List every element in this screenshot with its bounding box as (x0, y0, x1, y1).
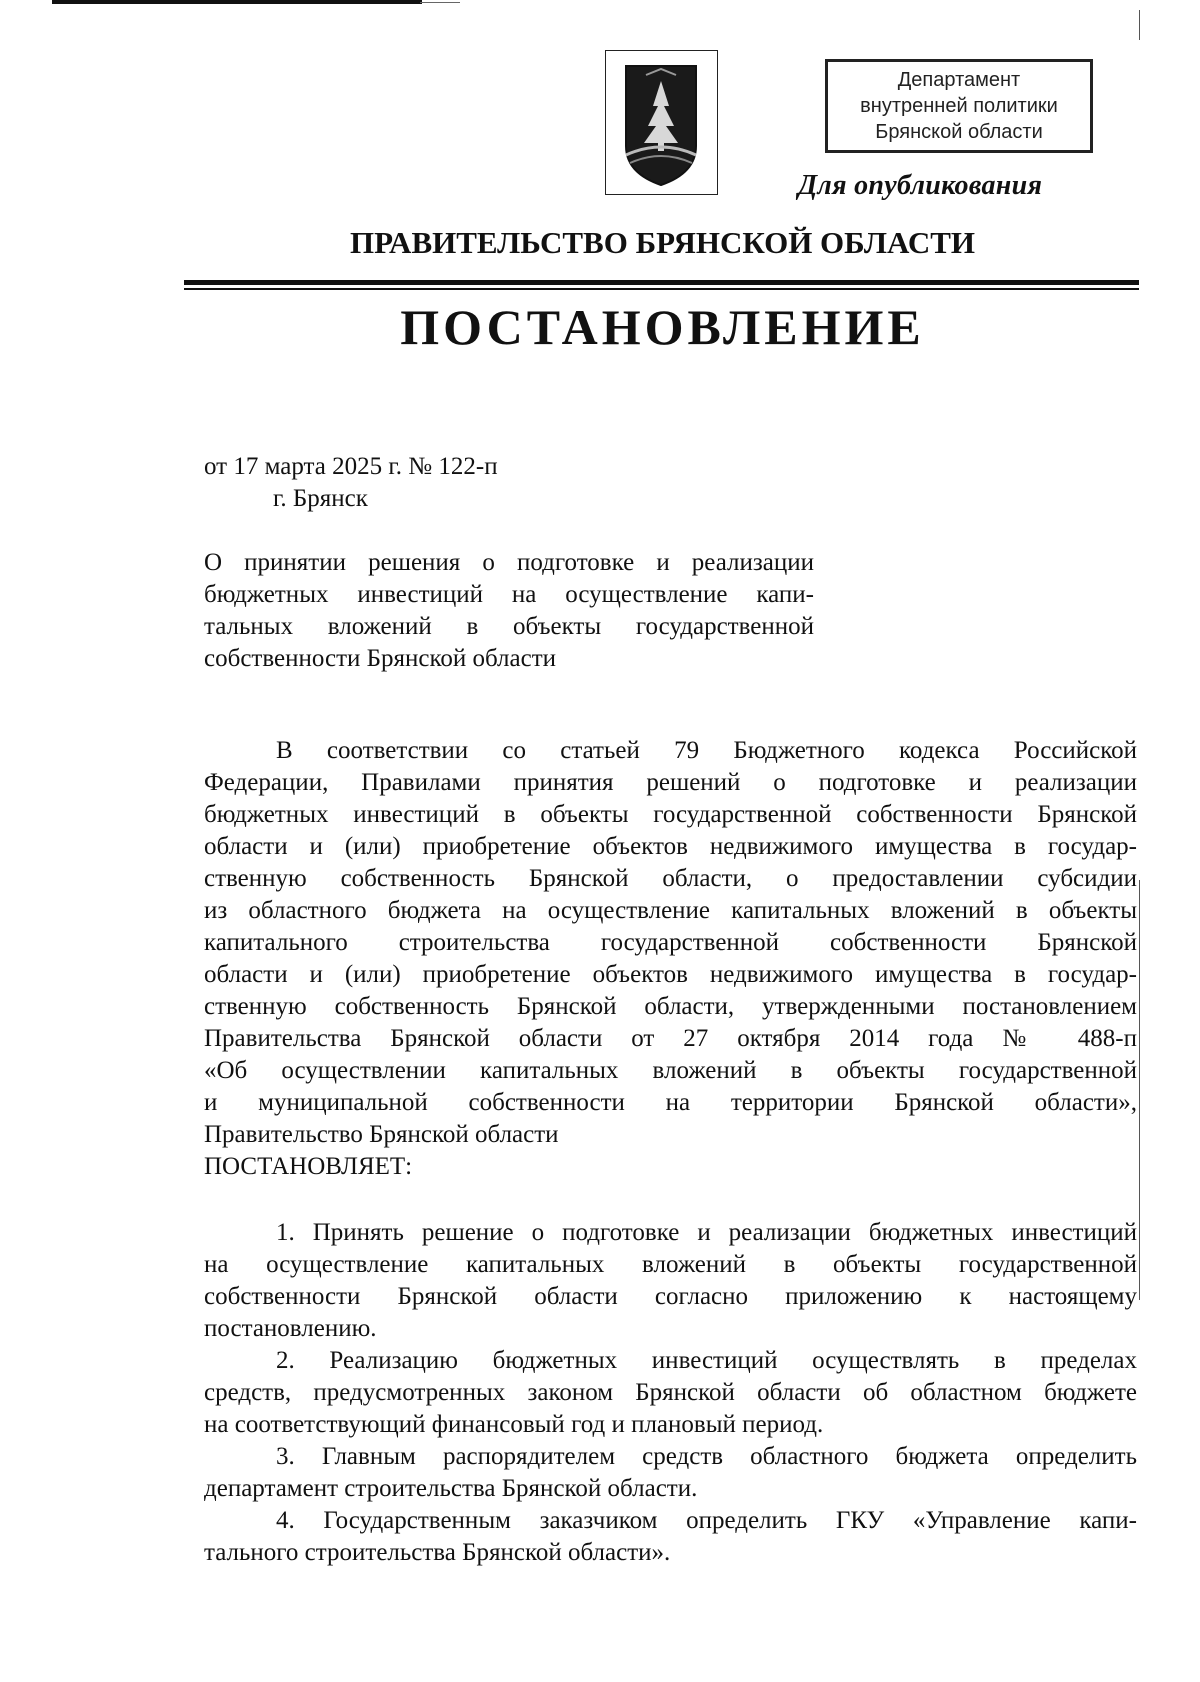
heading-rule-thick (184, 280, 1139, 285)
document-type-title: ПОСТАНОВЛЕНИЕ (400, 299, 925, 355)
subject-line: тальных вложений в объекты государственной (204, 613, 814, 640)
preamble-line: из областного бюджета на осуществление капитальных вложений в объекты (204, 897, 1137, 924)
item-line: 2. Реализацию бюджетных инвестиций осуществлять в пределах (276, 1347, 1137, 1374)
item-line: на осуществление капитальных вложений в объекты государственной (204, 1251, 1137, 1278)
preamble-line: Правительства Брянской области от 27 октября 2014 года № 488-п (204, 1025, 1137, 1052)
document-subject (204, 547, 814, 675)
preamble-line: и муниципальной собственности на территории Брянской области», (204, 1089, 1137, 1116)
preamble-line: Правительство Брянской области (204, 1121, 559, 1148)
preamble-line: области и (или) приобретение объектов недвижимого имущества в государ- (204, 961, 1137, 988)
stamp-line-3: Брянской области (875, 121, 1043, 143)
date-number-line: от 17 марта 2025 г. № 122-п (204, 453, 498, 480)
scan-edge-line (52, 0, 422, 4)
resolves-word: ПОСТАНОВЛЯЕТ: (204, 1153, 413, 1180)
item-line: 1. Принять решение о подготовке и реализации бюджетных инвестиций (276, 1219, 1137, 1246)
subject-line: бюджетных инвестиций на осуществление капи- (204, 581, 814, 608)
city-line: г. Брянск (273, 485, 368, 512)
government-heading: ПРАВИТЕЛЬСТВО БРЯНСКОЙ ОБЛАСТИ (349, 225, 976, 260)
department-stamp (825, 59, 1093, 153)
preamble-line: Федерации, Правилами принятия решений о подготовке и реализации (204, 769, 1137, 796)
subject-line: собственности Брянской области (204, 645, 557, 672)
preamble-line: капитального строительства государственной собственности Брянской (204, 929, 1137, 956)
preamble-line: В соответствии со статьей 79 Бюджетного кодекса Российской (276, 737, 1137, 764)
stamp-line-2: внутренней политики (860, 95, 1058, 117)
preamble-line: бюджетных инвестиций в объекты государственной собственности Брянской (204, 801, 1137, 828)
scan-margin-line (1139, 10, 1140, 40)
item-line: собственности Брянской области согласно приложению к настоящему (204, 1283, 1137, 1310)
item-line: 4. Государственным заказчиком определить ГКУ «Управление капи- (276, 1507, 1137, 1534)
heading-rule-thin (184, 288, 1139, 290)
item-line: департамент строительства Брянской области. (204, 1475, 698, 1502)
item-line: тального строительства Брянской области». (204, 1539, 671, 1566)
subject-line: О принятии решения о подготовке и реализации (204, 549, 814, 576)
preamble-line: ственную собственность Брянской области, утвержденными постановлением (204, 993, 1137, 1020)
scan-margin-line (1139, 880, 1140, 1300)
preamble-line: ственную собственность Брянской области, о предоставлении субсидии (204, 865, 1137, 892)
preamble-line: области и (или) приобретение объектов недвижимого имущества в государ- (204, 833, 1137, 860)
coat-of-arms-icon (606, 51, 716, 193)
scan-edge-line-thin (420, 2, 460, 3)
item-line: постановлению. (204, 1315, 377, 1342)
item-line: средств, предусмотренных законом Брянской области об областном бюджете (204, 1379, 1137, 1406)
preamble-paragraph (204, 735, 1137, 1183)
preamble-line: «Об осуществлении капитальных вложений в объекты государственной (204, 1057, 1137, 1084)
resolution-items (204, 1217, 1137, 1569)
coat-of-arms-emblem (605, 50, 718, 195)
publish-note: Для опубликования (798, 170, 1043, 201)
item-line: на соответствующий финансовый год и плановый период. (204, 1411, 824, 1438)
stamp-line-1: Департамент (897, 69, 1021, 91)
item-line: 3. Главным распорядителем средств областного бюджета определить (276, 1443, 1137, 1470)
